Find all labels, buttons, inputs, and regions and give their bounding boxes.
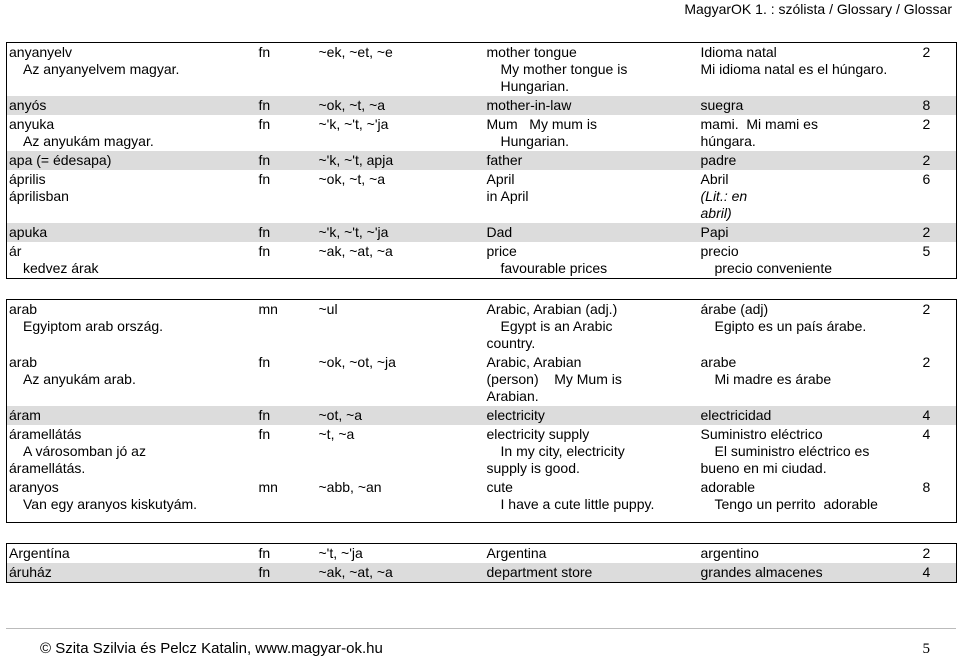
- spanish-cell: árabe (adj) Egipto es un país árabe.: [699, 300, 921, 354]
- chapter-cell: 2: [921, 115, 957, 151]
- english-cell: electricity: [485, 406, 699, 425]
- forms-cell: ~ok, ~ot, ~ja: [318, 354, 396, 370]
- spanish-cell: arabe Mi madre es árabe: [700, 354, 832, 387]
- page-number: 5: [922, 641, 930, 657]
- pos-cell: fn: [258, 116, 271, 132]
- pos-cell: fn: [258, 354, 271, 370]
- english-cell: mother tongue My mother tongue is Hungarian.: [485, 43, 699, 97]
- table-row: [7, 115, 957, 151]
- spanish-cell: electricidad: [699, 406, 921, 425]
- table-row: [7, 425, 957, 478]
- chapter-cell: 8: [921, 478, 957, 523]
- spanish-cell: argentino: [699, 544, 921, 564]
- english-cell: Mum My mum is Hungarian.: [486, 116, 597, 149]
- chapter-cell: 5: [921, 242, 957, 279]
- english-cell: father: [485, 151, 699, 170]
- table-row: [7, 563, 957, 583]
- chapter-cell: 4: [921, 425, 957, 478]
- hungarian-cell: április áprilisban: [7, 170, 257, 223]
- forms-cell: ~ok, ~t, ~a: [318, 171, 386, 187]
- pos-cell: fn: [257, 96, 317, 115]
- spanish-cell: Idioma natal Mi idioma natal es el húngaro.: [699, 43, 921, 97]
- glossary-table: [6, 42, 957, 583]
- chapter-cell: 4: [921, 563, 957, 583]
- english-cell: price favourable prices: [485, 242, 699, 279]
- forms-cell: ~'k, ~'t, apja: [317, 151, 485, 170]
- pos-cell: mn: [257, 300, 317, 354]
- hungarian-cell: ár kedvez árak: [7, 242, 257, 279]
- pos-cell: fn: [258, 426, 271, 442]
- hungarian-cell: anyuka Az anyukám magyar.: [7, 115, 257, 151]
- english-cell: mother-in-law: [485, 96, 699, 115]
- chapter-cell: 4: [921, 406, 957, 425]
- hungarian-cell: arab Egyiptom arab ország.: [7, 300, 257, 354]
- forms-cell: ~ak, ~at, ~a: [317, 563, 485, 583]
- english-cell: April in April: [486, 171, 529, 204]
- page-header: MagyarOK 1. : szólista / Glossary / Glossar: [684, 1, 952, 17]
- table-row: [7, 478, 957, 523]
- english-cell: electricity supply In my city, electricity supply is good.: [486, 426, 625, 476]
- spanish-cell: mami. Mi mami es húngara.: [700, 116, 818, 149]
- spanish-cell: Abril (Lit.: en abril): [700, 171, 748, 221]
- pos-cell: fn: [257, 406, 317, 425]
- chapter-cell: 6: [921, 170, 957, 223]
- forms-cell: ~ek, ~et, ~e: [317, 43, 485, 97]
- footer-copyright[interactable]: © Szita Szilvia és Pelcz Katalin, www.magyar-ok.hu: [40, 640, 383, 657]
- pos-cell: fn: [257, 563, 317, 583]
- pos-cell: fn: [257, 544, 317, 564]
- spanish-cell: Papi: [699, 223, 921, 242]
- chapter-cell: 2: [921, 223, 957, 242]
- table-row: [7, 223, 957, 242]
- table-row: [7, 353, 957, 406]
- forms-cell: ~ak, ~at, ~a: [317, 242, 485, 279]
- spanish-cell: precio precio conveniente: [699, 242, 921, 279]
- table-row: [7, 170, 957, 223]
- hungarian-cell: apuka: [7, 223, 257, 242]
- hungarian-cell: anyós: [7, 96, 257, 115]
- spanish-cell: adorable Tengo un perrito adorable: [699, 478, 921, 523]
- table-row: [7, 151, 957, 170]
- table-gap: [7, 279, 957, 300]
- hungarian-cell: áramellátás A városomban jó az áramellátás.: [7, 425, 257, 478]
- english-cell: Dad: [485, 223, 699, 242]
- pos-cell: fn: [258, 171, 271, 187]
- chapter-cell: 8: [921, 96, 957, 115]
- chapter-cell: 2: [921, 151, 957, 170]
- spanish-cell: Suministro eléctrico El suministro eléctrico es bueno en mi ciudad.: [700, 426, 870, 476]
- table-row: [7, 300, 957, 354]
- pos-cell: fn: [257, 43, 317, 97]
- chapter-cell: 2: [921, 353, 957, 406]
- forms-cell: ~'t, ~'ja: [317, 544, 485, 564]
- spanish-cell: suegra: [699, 96, 921, 115]
- hungarian-cell: Argentína: [7, 544, 257, 564]
- chapter-cell: 2: [921, 300, 957, 354]
- hungarian-cell: áruház: [7, 563, 257, 583]
- forms-cell: ~ul: [317, 300, 485, 354]
- english-cell: Argentina: [485, 544, 699, 564]
- hungarian-cell: áram: [7, 406, 257, 425]
- english-cell: cute I have a cute little puppy.: [485, 478, 699, 523]
- pos-cell: fn: [257, 242, 317, 279]
- hungarian-cell: aranyos Van egy aranyos kiskutyám.: [7, 478, 257, 523]
- hungarian-cell: arab Az anyukám arab.: [7, 353, 257, 406]
- forms-cell: ~'k, ~'t, ~'ja: [318, 116, 389, 132]
- table-row: [7, 96, 957, 115]
- english-cell: Arabic, Arabian (adj.) Egypt is an Arabic country.: [485, 300, 699, 354]
- forms-cell: ~t, ~a: [318, 426, 355, 442]
- forms-cell: ~abb, ~an: [317, 478, 485, 523]
- pos-cell: fn: [257, 151, 317, 170]
- english-cell: department store: [485, 563, 699, 583]
- chapter-cell: 2: [921, 43, 957, 97]
- table-row: [7, 242, 957, 279]
- table-row: [7, 43, 957, 97]
- table-row: [7, 406, 957, 425]
- pos-cell: mn: [257, 478, 317, 523]
- footer-divider: [6, 628, 956, 629]
- chapter-cell: 2: [921, 544, 957, 564]
- forms-cell: ~ot, ~a: [317, 406, 485, 425]
- table-row: [7, 544, 957, 564]
- hungarian-cell: apa (= édesapa): [7, 151, 257, 170]
- forms-cell: ~ok, ~t, ~a: [317, 96, 485, 115]
- hungarian-cell: anyanyelv Az anyanyelvem magyar.: [7, 43, 257, 97]
- english-cell: Arabic, Arabian (person) My Mum is Arabian.: [486, 354, 622, 404]
- spanish-cell: grandes almacenes: [699, 563, 921, 583]
- pos-cell: fn: [257, 223, 317, 242]
- spanish-cell: padre: [699, 151, 921, 170]
- table-gap: [7, 523, 957, 544]
- forms-cell: ~'k, ~'t, ~'ja: [317, 223, 485, 242]
